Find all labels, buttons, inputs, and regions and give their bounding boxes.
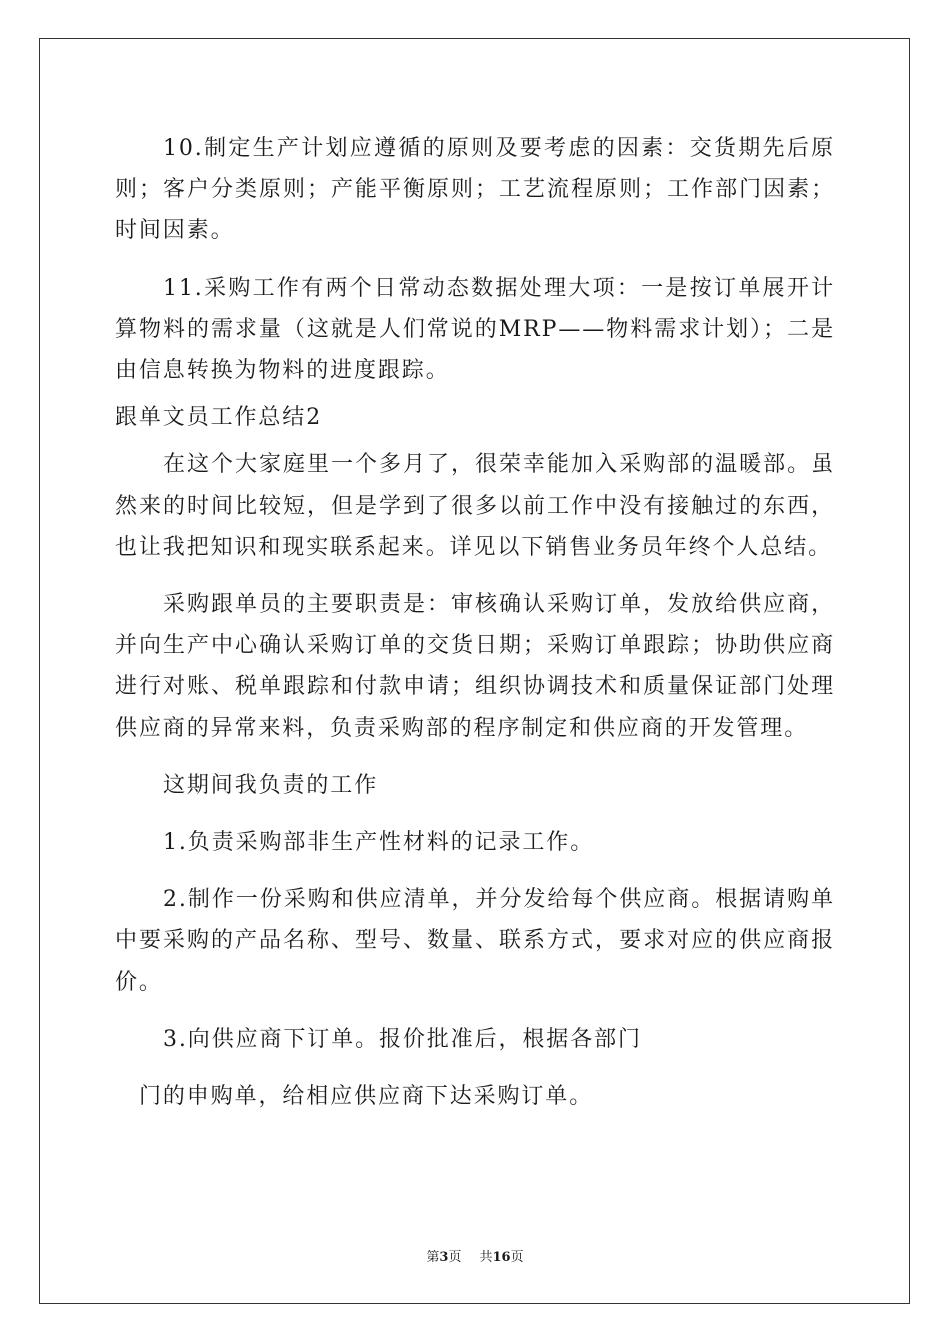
- footer-page-suffix: 页: [448, 1250, 462, 1265]
- paragraph-duties: 采购跟单员的主要职责是：审核确认采购订单，发放给供应商，并向生产中心确认采购订单的交货日期；采购订单跟踪；协助供应商进行对账、税单跟踪和付款申请；组织协调技术和质量保证部门处理供应商的异常来料，负责采购部的程序制定和供应商的开发管理。: [115, 592, 835, 741]
- footer-page-current: 3: [439, 1250, 449, 1265]
- footer-page-total: 16: [492, 1250, 511, 1265]
- paragraph-item-2: 2.制作一份采购和供应清单，并分发给每个供应商。根据请购单中要采购的产品名称、型号、数量、联系方式，要求对应的供应商报价。: [115, 887, 835, 995]
- page-footer: [0, 1246, 950, 1265]
- footer-total-prefix: 共: [479, 1250, 493, 1265]
- footer-total-suffix: 页: [510, 1250, 524, 1265]
- paragraph-item-10: 10.制定生产计划应遵循的原则及要考虑的因素：交货期先后原则；客户分类原则；产能平衡原则；工艺流程原则；工作部门因素；时间因素。: [115, 136, 835, 244]
- section-heading: 跟单文员工作总结2: [115, 405, 323, 431]
- paragraph-item-11: 11.采购工作有两个日常动态数据处理大项：一是按订单展开计算物料的需求量（这就是人们常说的MRP——物料需求计划）；二是由信息转换为物料的进度跟踪。: [115, 275, 835, 384]
- document-body: [115, 128, 835, 1117]
- paragraph-item-1: 1.负责采购部非生产性材料的记录工作。: [163, 830, 595, 856]
- paragraph-period: 这期间我负责的工作: [163, 772, 379, 798]
- paragraph-item-3: 3.向供应商下订单。报价批准后，根据各部门: [163, 1026, 642, 1052]
- paragraph-item-3-continued: 门的申购单，给相应供应商下达采购订单。: [139, 1084, 594, 1110]
- paragraph-intro: 在这个大家庭里一个多月了，很荣幸能加入采购部的温暖部。虽然来的时间比较短，但是学到了很多以前工作中没有接触过的东西，也让我把知识和现实联系起来。详见以下销售业务员年终个人总结。: [115, 452, 835, 560]
- footer-page-prefix: 第: [426, 1250, 440, 1265]
